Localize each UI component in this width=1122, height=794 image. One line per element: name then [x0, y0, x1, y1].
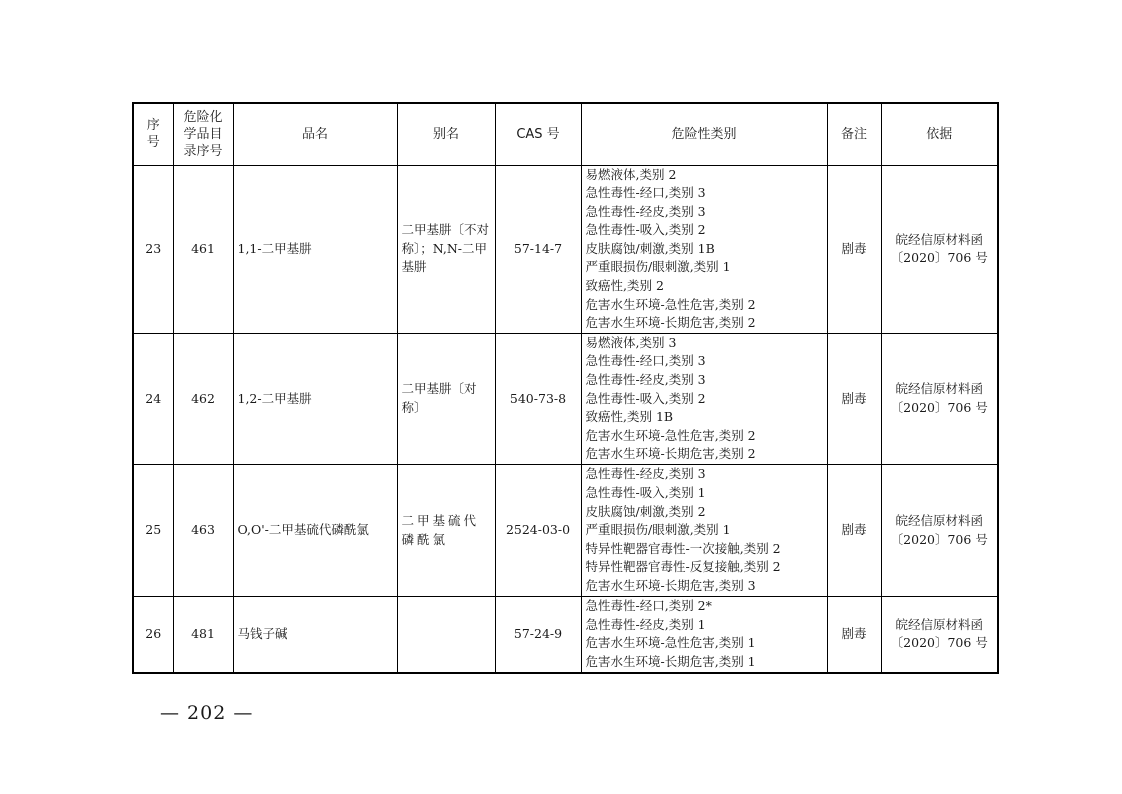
header-basis: 依据: [881, 103, 998, 165]
hazard-item: 急性毒性-经口,类别 2*: [585, 598, 712, 614]
seq-cell: 25: [133, 465, 173, 597]
hazard-item: 致癌性,类别 2: [585, 278, 664, 294]
alias-cell: 二甲基肼〔对称〕: [397, 333, 495, 464]
hazard-item: 急性毒性-吸入,类别 1: [585, 485, 706, 501]
catalog-cell: 481: [173, 597, 233, 673]
header-name: 品名: [233, 103, 397, 165]
catalog-cell: 461: [173, 165, 233, 333]
alias-cell: 二甲基肼〔不对称〕；N,N-二甲基肼: [397, 165, 495, 333]
table-row: [133, 165, 998, 333]
hazard-item: 皮肤腐蚀/刺激,类别 1B: [585, 240, 715, 256]
hazard-item: 急性毒性-经口,类别 3: [585, 185, 706, 201]
cas-cell: 57-24-9: [495, 597, 581, 673]
hazard-item: 急性毒性-经皮,类别 3: [585, 466, 706, 482]
seq-cell: 24: [133, 333, 173, 464]
hazard-item: 危害水生环境-急性危害,类别 1: [585, 635, 756, 651]
hazard-item: 特异性靶器官毒性-反复接触,类别 2: [585, 559, 781, 575]
hazard-item: 危害水生环境-长期危害,类别 2: [585, 315, 756, 331]
table-row: [133, 597, 998, 673]
name-cell: 1,1-二甲基肼: [233, 165, 397, 333]
table-row: [133, 465, 998, 597]
basis-line: 皖经信原材料函: [895, 381, 983, 397]
hazard-item: 致癌性,类别 1B: [585, 409, 674, 425]
hazard-item: 危害水生环境-急性危害,类别 2: [585, 296, 756, 312]
seq-cell: 23: [133, 165, 173, 333]
hazard-item: 特异性靶器官毒性-一次接触,类别 2: [585, 540, 781, 556]
hazard-item: 易燃液体,类别 3: [585, 334, 677, 350]
catalog-cell: 463: [173, 465, 233, 597]
hazard-cell: [581, 465, 827, 597]
hazard-item: 危害水生环境-长期危害,类别 3: [585, 577, 756, 593]
header-catalog: 危险化学品目录序号: [173, 103, 233, 165]
hazard-item: 易燃液体,类别 2: [585, 166, 677, 182]
hazard-item: 危害水生环境-长期危害,类别 2: [585, 446, 756, 462]
header-row: [133, 103, 998, 165]
basis-line: 皖经信原材料函: [895, 512, 983, 528]
hazard-item: 危害水生环境-急性危害,类别 2: [585, 427, 756, 443]
seq-cell: 26: [133, 597, 173, 673]
header-cas: CAS 号: [495, 103, 581, 165]
header-seq: 序号: [133, 103, 173, 165]
header-remark: 备注: [827, 103, 881, 165]
basis-line: 〔2020〕706 号: [890, 250, 988, 266]
header-hazard: 危险性类别: [581, 103, 827, 165]
basis-cell: [881, 465, 998, 597]
basis-cell: [881, 333, 998, 464]
table-row: [133, 333, 998, 464]
alias-cell: [397, 597, 495, 673]
remark-cell: 剧毒: [827, 333, 881, 464]
chemical-table: [132, 102, 999, 674]
hazard-item: 急性毒性-吸入,类别 2: [585, 222, 706, 238]
hazard-item: 急性毒性-经皮,类别 3: [585, 372, 706, 388]
hazard-item: 危害水生环境-长期危害,类别 1: [585, 653, 756, 669]
hazard-cell: [581, 597, 827, 673]
basis-line: 皖经信原材料函: [895, 616, 983, 632]
hazard-cell: [581, 165, 827, 333]
hazard-item: 严重眼损伤/眼刺激,类别 1: [585, 259, 731, 275]
cas-cell: 57-14-7: [495, 165, 581, 333]
basis-cell: [881, 597, 998, 673]
basis-line: 〔2020〕706 号: [890, 531, 988, 547]
hazard-item: 严重眼损伤/眼刺激,类别 1: [585, 522, 731, 538]
catalog-cell: 462: [173, 333, 233, 464]
name-cell: 1,2-二甲基肼: [233, 333, 397, 464]
name-cell: 马钱子碱: [233, 597, 397, 673]
header-alias: 别名: [397, 103, 495, 165]
hazard-item: 急性毒性-经皮,类别 1: [585, 616, 706, 632]
basis-line: 〔2020〕706 号: [890, 399, 988, 415]
hazard-item: 急性毒性-经口,类别 3: [585, 353, 706, 369]
hazard-item: 急性毒性-经皮,类别 3: [585, 203, 706, 219]
remark-cell: 剧毒: [827, 597, 881, 673]
hazard-item: 皮肤腐蚀/刺激,类别 2: [585, 503, 706, 519]
remark-cell: 剧毒: [827, 165, 881, 333]
basis-line: 皖经信原材料函: [895, 231, 983, 247]
name-cell: O,O'-二甲基硫代磷酰氯: [233, 465, 397, 597]
hazard-cell: [581, 333, 827, 464]
alias-cell: 二甲基硫代磷酰氯: [397, 465, 495, 597]
page-number: — 202 —: [160, 702, 254, 724]
remark-cell: 剧毒: [827, 465, 881, 597]
hazard-item: 急性毒性-吸入,类别 2: [585, 390, 706, 406]
basis-line: 〔2020〕706 号: [890, 635, 988, 651]
cas-cell: 2524-03-0: [495, 465, 581, 597]
basis-cell: [881, 165, 998, 333]
cas-cell: 540-73-8: [495, 333, 581, 464]
